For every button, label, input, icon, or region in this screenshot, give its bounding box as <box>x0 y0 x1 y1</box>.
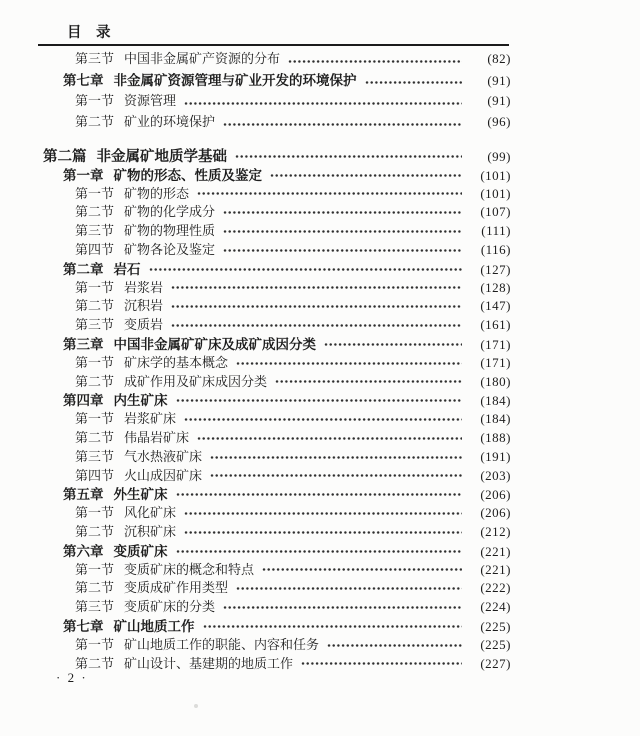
toc-entry-title: 资源管理 <box>124 93 177 108</box>
toc-entry-number: 第三章 <box>63 336 104 352</box>
toc-entry-title: 内生矿床 <box>113 393 168 409</box>
toc-entry-number: 第一节 <box>75 185 115 201</box>
toc-entry <box>43 239 511 258</box>
dot-leader <box>171 322 462 329</box>
header-rule <box>38 44 509 46</box>
toc-entry-number: 第一节 <box>75 354 115 370</box>
toc-entry-title: 岩浆岩 <box>124 279 164 295</box>
toc-entry <box>43 314 511 333</box>
toc-entry-number: 第二节 <box>75 429 115 445</box>
toc-entry-page: (99) <box>487 149 511 164</box>
toc-entry-page: (171) <box>480 336 511 352</box>
toc-entry-title: 伟晶岩矿床 <box>124 429 190 445</box>
dot-leader <box>275 378 462 385</box>
toc-entry-title: 非金属矿地质学基础 <box>96 149 227 165</box>
toc-entry-page: (224) <box>480 599 511 615</box>
toc-entry <box>43 389 511 408</box>
toc-entry-page: (188) <box>480 429 511 445</box>
toc-entry-title: 变质矿床 <box>113 543 168 559</box>
toc-entry <box>43 521 511 540</box>
dot-leader <box>176 491 463 498</box>
toc-entry <box>43 502 511 521</box>
toc-entry-number: 第四章 <box>63 393 104 409</box>
toc-entry-title: 矿物的物理性质 <box>124 223 216 239</box>
toc-entry <box>43 596 511 615</box>
toc-entry-title: 矿物的形态、性质及鉴定 <box>113 167 262 183</box>
toc-entry-page: (225) <box>480 618 511 634</box>
toc-entry-number: 第二节 <box>75 114 115 129</box>
toc-entry <box>43 577 511 596</box>
toc-entry-number: 第七章 <box>63 73 104 88</box>
toc-entry-title: 中国非金属矿产资源的分布 <box>124 51 281 66</box>
dot-leader <box>301 660 462 667</box>
toc-entry-title: 变质成矿作用类型 <box>124 580 229 596</box>
toc-entry <box>43 371 511 390</box>
toc-entry-number: 第二节 <box>75 204 115 220</box>
dot-leader <box>236 360 462 367</box>
toc-entry-number: 第一节 <box>75 636 115 652</box>
toc-entry-title: 矿物的形态 <box>124 185 190 201</box>
toc-entry <box>43 69 511 90</box>
toc-entry-title: 成矿作用及矿床成因分类 <box>124 373 268 389</box>
toc-entry-page: (82) <box>487 51 511 66</box>
dot-leader <box>171 284 462 291</box>
toc-entry <box>43 111 511 132</box>
toc-entry-number: 第一节 <box>75 411 115 427</box>
toc-entry <box>43 220 511 239</box>
dot-leader <box>235 153 462 160</box>
toc-entry-page: (128) <box>480 279 511 295</box>
toc-entry-page: (206) <box>480 487 511 503</box>
dot-leader <box>197 435 462 442</box>
toc-entry <box>43 183 511 202</box>
dot-leader <box>176 548 463 555</box>
toc-entry <box>43 653 511 672</box>
scan-speck <box>194 704 198 708</box>
toc-entry <box>43 446 511 465</box>
toc-entry <box>43 333 511 352</box>
dot-leader <box>365 79 463 86</box>
toc-entry-page: (101) <box>480 167 511 183</box>
toc-entry-number: 第一节 <box>75 561 115 577</box>
dot-leader <box>223 604 462 611</box>
toc-entry-page: (107) <box>480 204 511 220</box>
toc-entry-title: 矿山设计、基建期的地质工作 <box>124 655 294 671</box>
toc-entry <box>43 465 511 484</box>
toc-entry-page: (147) <box>480 298 511 314</box>
page-title: 目 录 <box>67 25 111 41</box>
toc-entry-number: 第二篇 <box>43 149 87 165</box>
dot-leader <box>203 623 463 630</box>
toc-entry-title: 沉积矿床 <box>124 523 177 539</box>
toc-entry-number: 第三节 <box>75 223 115 239</box>
toc-entry-number: 第二节 <box>75 523 115 539</box>
toc-entry-title: 变质矿床的概念和特点 <box>124 561 255 577</box>
toc-entry <box>43 352 511 371</box>
toc-entry-title: 矿山地质工作 <box>113 618 195 634</box>
toc-entry-title: 火山成因矿床 <box>124 467 203 483</box>
toc-entry-number: 第三节 <box>75 317 115 333</box>
toc-entry-number: 第一节 <box>75 93 115 108</box>
dot-leader <box>262 566 462 573</box>
dot-leader <box>197 190 462 197</box>
toc-entry-title: 矿山地质工作的职能、内容和任务 <box>124 636 320 652</box>
toc-entry-title: 外生矿床 <box>113 487 168 503</box>
toc-entry-page: (191) <box>480 448 511 464</box>
toc-entry-page: (203) <box>480 467 511 483</box>
toc-entry-page: (161) <box>480 317 511 333</box>
toc-entry <box>43 559 511 578</box>
dot-leader <box>223 247 462 254</box>
dot-leader <box>210 472 462 479</box>
toc-entry-page: (221) <box>480 543 511 559</box>
dot-leader <box>223 121 462 128</box>
toc-entry-page: (101) <box>480 185 511 201</box>
dot-leader <box>149 266 463 273</box>
toc-entry-title: 变质矿床的分类 <box>124 599 216 615</box>
toc-entry <box>43 90 511 111</box>
toc-entry-title: 变质岩 <box>124 317 164 333</box>
toc-entry <box>43 201 511 220</box>
toc-entry <box>43 540 511 559</box>
toc-entry-title: 气水热液矿床 <box>124 448 203 464</box>
toc-entry-page: (127) <box>480 261 511 277</box>
toc-list <box>43 48 511 671</box>
toc-entry-title: 矿业的环境保护 <box>124 114 216 129</box>
toc-entry-page: (227) <box>480 655 511 671</box>
toc-entry-number: 第五章 <box>63 487 104 503</box>
toc-entry <box>43 408 511 427</box>
toc-entry-page: (212) <box>480 523 511 539</box>
dot-leader <box>327 642 462 649</box>
toc-entry-page: (111) <box>481 223 511 239</box>
dot-leader <box>176 397 463 404</box>
page-number-footer: · 2 · <box>56 670 88 685</box>
dot-leader <box>223 228 462 235</box>
dot-leader <box>184 416 462 423</box>
dot-leader <box>210 454 462 461</box>
toc-entry-page: (116) <box>480 241 511 257</box>
toc-entry-title: 沉积岩 <box>124 298 164 314</box>
toc-entry-title: 岩浆矿床 <box>124 411 177 427</box>
dot-leader <box>270 172 462 179</box>
dot-leader <box>184 510 462 517</box>
toc-entry-number: 第二节 <box>75 373 115 389</box>
toc-entry-title: 矿物各论及鉴定 <box>124 241 216 257</box>
toc-entry-title: 风化矿床 <box>124 505 177 521</box>
toc-entry-page: (222) <box>480 580 511 596</box>
toc-entry-number: 第二节 <box>75 655 115 671</box>
toc-entry-title: 矿床学的基本概念 <box>124 354 229 370</box>
toc-entry-title: 岩石 <box>113 261 141 277</box>
toc-entry <box>43 277 511 296</box>
toc-entry-page: (225) <box>480 636 511 652</box>
toc-entry-number: 第一章 <box>63 167 104 183</box>
toc-entry-page: (180) <box>480 373 511 389</box>
toc-entry-title: 中国非金属矿矿床及成矿成因分类 <box>113 336 316 352</box>
toc-entry-number: 第二节 <box>75 580 115 596</box>
toc-entry <box>43 48 511 69</box>
toc-entry-number: 第三节 <box>75 448 115 464</box>
dot-leader <box>236 585 462 592</box>
toc-entry-page: (91) <box>487 93 511 108</box>
toc-entry-page: (96) <box>487 114 511 129</box>
dot-leader <box>223 209 462 216</box>
dot-leader <box>171 303 462 310</box>
toc-entry-page: (171) <box>480 354 511 370</box>
toc-entry <box>43 427 511 446</box>
toc-entry <box>43 258 511 277</box>
toc-entry-number: 第六章 <box>63 543 104 559</box>
toc-entry-title: 矿物的化学成分 <box>124 204 216 220</box>
toc-entry <box>43 634 511 653</box>
toc-entry-page: (91) <box>487 73 511 88</box>
toc-entry-page: (184) <box>480 411 511 427</box>
toc-entry-number: 第四节 <box>75 467 115 483</box>
dot-leader <box>288 58 462 65</box>
toc-entry-number: 第三节 <box>75 599 115 615</box>
toc-entry <box>43 164 511 183</box>
toc-entry <box>43 615 511 634</box>
dot-leader <box>184 529 462 536</box>
toc-entry <box>43 145 511 164</box>
toc-entry-number: 第七章 <box>63 618 104 634</box>
toc-entry-number: 第一节 <box>75 505 115 521</box>
toc-entry-number: 第二章 <box>63 261 104 277</box>
toc-entry-number: 第一节 <box>75 279 115 295</box>
toc-entry <box>43 483 511 502</box>
toc-entry-page: (221) <box>480 561 511 577</box>
toc-entry-number: 第二节 <box>75 298 115 314</box>
dot-leader <box>324 341 462 348</box>
toc-entry-number: 第四节 <box>75 241 115 257</box>
toc-entry <box>43 295 511 314</box>
toc-entry-page: (206) <box>480 505 511 521</box>
dot-leader <box>184 100 462 107</box>
toc-entry-title: 非金属矿资源管理与矿业开发的环境保护 <box>113 73 357 88</box>
toc-entry-page: (184) <box>480 393 511 409</box>
toc-entry-number: 第三节 <box>75 51 115 66</box>
